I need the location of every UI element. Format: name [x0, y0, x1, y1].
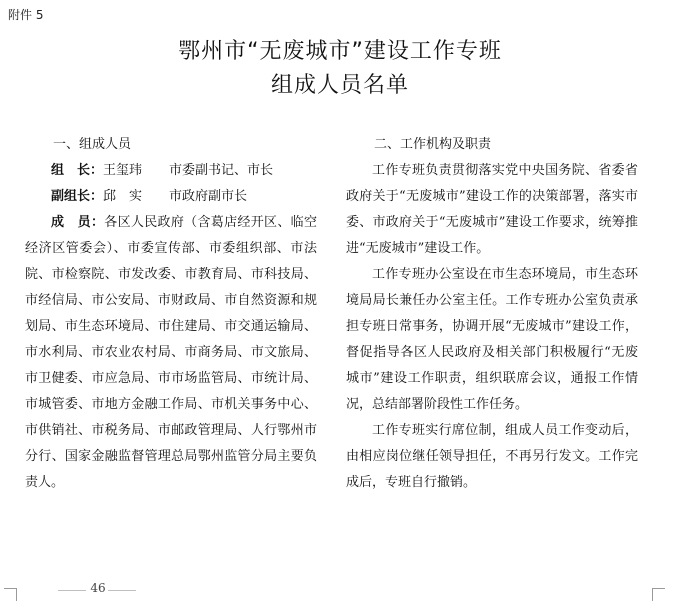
- section-heading-members: 一、组成人员: [53, 137, 132, 152]
- leader-row: [25, 158, 317, 184]
- section-heading-duties: 二、工作机构及职责: [374, 137, 492, 152]
- leader-label: 组 长：: [51, 163, 104, 178]
- deputy-name: 邱 实: [103, 189, 143, 204]
- crop-mark-bottom-left: [4, 588, 17, 601]
- leader-name: 王玺玮: [103, 163, 143, 178]
- deputy-row: [25, 184, 317, 210]
- page-number: 46: [90, 581, 106, 595]
- document-title-line-2: 组成人员名单: [270, 73, 409, 98]
- footer-rule-right: [108, 590, 136, 591]
- document-title-line-1: 鄂州市“无废城市”建设工作专班: [178, 39, 502, 64]
- members-text: 各区人民政府（含葛店经开区、临空经济区管委会）、市委宣传部、市委组织部、市法院、市检察院、市发改委、市教育局、市科技局、市经信局、市公安局、市财政局、市自然资源和规划局、市生态环境局、市住建局、市交通运输局、市水利局、市农业农村局、市商务局、市文旅局、市卫健委、市应急局、市市场监管局、市统计局、市城管委、市地方金融工作局、市机关事务中心、市供销社、市税务局、市邮政管理局、人行鄂州市分行、国家金融监督管理总局鄂州监管分局主要负责人。: [25, 215, 317, 490]
- annex-label: 附件 5: [8, 8, 44, 22]
- deputy-label: 副组长：: [51, 189, 104, 204]
- leader-position: 市委副书记、市长: [169, 163, 274, 178]
- crop-mark-bottom-right: [652, 588, 665, 601]
- right-column: [346, 132, 638, 496]
- members-paragraph: [25, 210, 317, 496]
- duties-paragraph-1: 工作专班负责贯彻落实党中央国务院、省委省政府关于“无废城市”建设工作的决策部署，落实市委、市政府关于“无废城市”建设工作要求，统筹推进“无废城市”建设工作。: [346, 163, 638, 256]
- duties-paragraph-3: 工作专班实行席位制，组成人员工作变动后，由相应岗位继任领导担任，不再另行发文。工作完成后，专班自行撤销。: [346, 423, 638, 490]
- footer-rule-left: [58, 590, 86, 591]
- duties-paragraph-2: 工作专班办公室设在市生态环境局，市生态环境局局长兼任办公室主任。工作专班办公室负责承担专班日常事务，协调开展“无废城市”建设工作，督促指导各区人民政府及相关部门积极履行“无废城市”建设工作职责，组织联席会议，通报工作情况，总结部署阶段性工作任务。: [346, 267, 638, 412]
- members-label: 成 员：: [51, 215, 105, 230]
- left-column: [25, 132, 317, 496]
- deputy-position: 市政府副市长: [169, 189, 248, 204]
